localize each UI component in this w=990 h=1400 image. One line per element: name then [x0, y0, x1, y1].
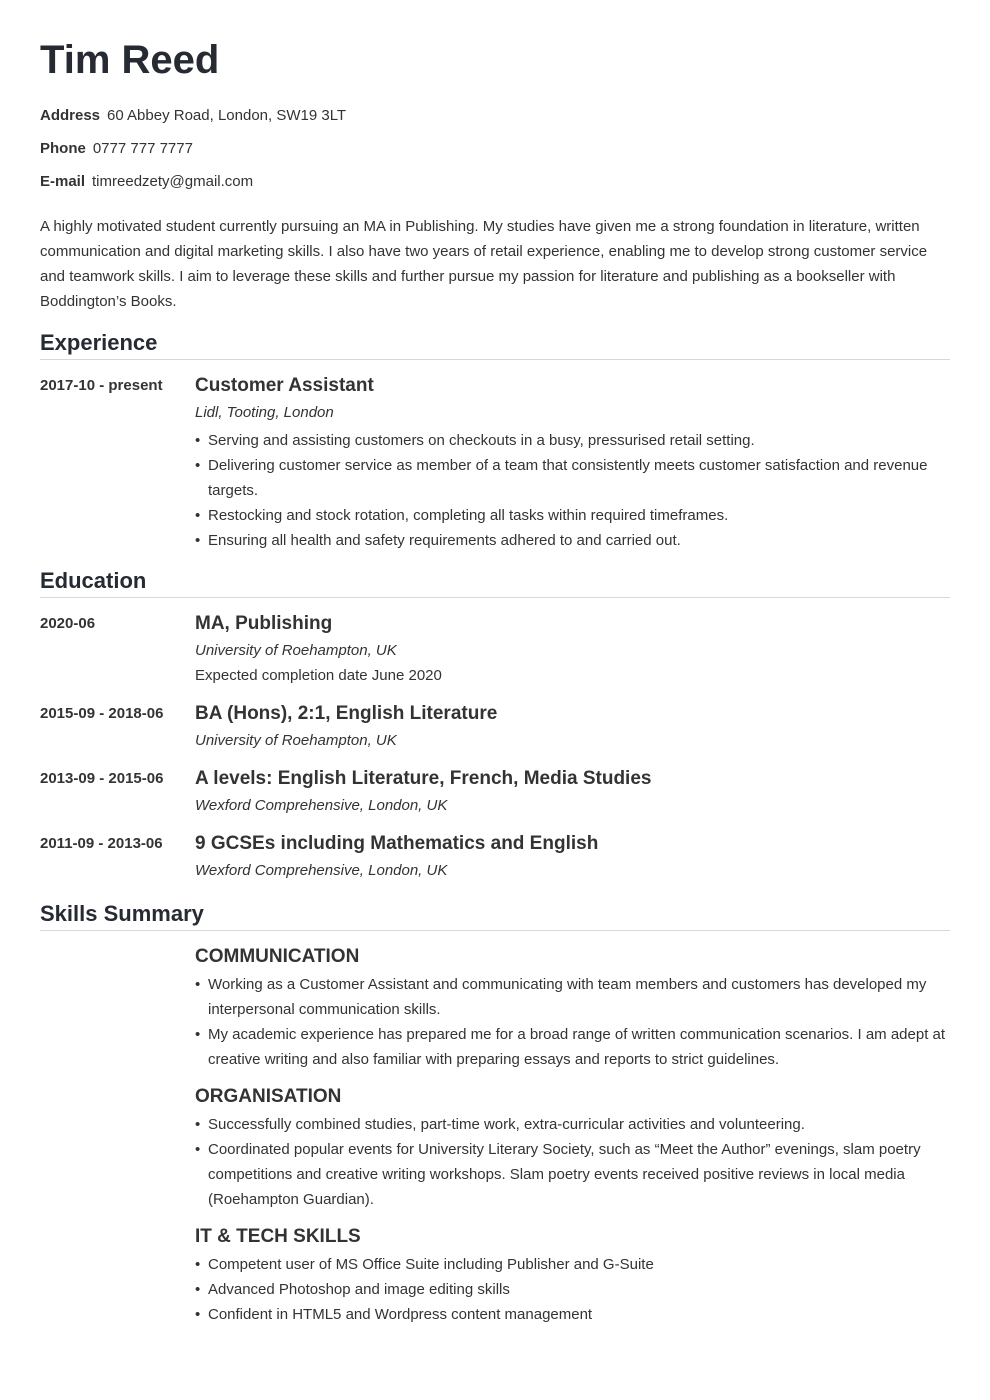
entry-date: 2020-06 [40, 615, 96, 632]
degree-title: 9 GCSEs including Mathematics and English [195, 833, 599, 854]
skill-group-title: ORGANISATION [195, 1086, 342, 1107]
entry-body [195, 832, 950, 886]
address-value: 60 Abbey Road, London, SW19 3LT [107, 107, 347, 124]
education-heading: Education [40, 567, 950, 598]
entry-body [195, 374, 950, 553]
skill-group-communication [195, 945, 950, 1072]
phone-label: Phone [40, 140, 86, 157]
list-item: • Confident in HTML5 and Wordpress content management [195, 1302, 950, 1327]
skills-heading: Skills Summary [40, 900, 950, 931]
email-label: E-mail [40, 173, 86, 190]
list-item: • Ensuring all health and safety requirements adhered to and carried out. [195, 528, 950, 553]
skill-group-title: COMMUNICATION [195, 946, 360, 967]
entry-body [195, 702, 950, 756]
list-item: • Advanced Photoshop and image editing skills [195, 1277, 950, 1302]
list-item: • Working as a Customer Assistant and communicating with team members and customers has developed my interpersonal communication skills. [195, 972, 950, 1022]
list-item: • Delivering customer service as member of a team that consistently meets customer satisfaction and revenue targets. [195, 453, 950, 503]
entry-date: 2013-09 - 2015-06 [40, 770, 164, 787]
completion-note: Expected completion date June 2020 [195, 667, 442, 684]
degree-title: A levels: English Literature, French, Media Studies [195, 768, 652, 789]
skill-list [195, 972, 950, 1072]
entry-body [195, 767, 950, 821]
duties-list [195, 428, 950, 553]
institution: University of Roehampton, UK [195, 732, 397, 749]
degree-title: BA (Hons), 2:1, English Literature [195, 703, 498, 724]
list-item: • Coordinated popular events for University Literary Society, such as “Meet the Author” evenings, slam poetry competitions and creative writing workshops. Slam poetry events received positive reviews in local media (Roehampton Guardian). [195, 1137, 950, 1212]
institution: Wexford Comprehensive, London, UK [195, 862, 448, 879]
institution: University of Roehampton, UK [195, 642, 397, 659]
employer: Lidl, Tooting, London [195, 404, 334, 421]
address-label: Address [40, 107, 101, 124]
skill-group-title: IT & TECH SKILLS [195, 1226, 361, 1247]
profile-summary: A highly motivated student currently pursuing an MA in Publishing. My studies have given me a strong foundation in literature, written communication and digital marketing skills. I also have two years of retail experience, enabling me to develop strong customer service and teamwork skills. I aim to leverage these skills and further pursue my passion for literature and publishing as a bookseller with Boddington’s Books. [40, 218, 928, 310]
entry-date: 2015-09 - 2018-06 [40, 705, 164, 722]
degree-title: MA, Publishing [195, 613, 333, 634]
institution: Wexford Comprehensive, London, UK [195, 797, 448, 814]
skill-list [195, 1112, 950, 1212]
entry-date: 2011-09 - 2013-06 [40, 835, 163, 852]
phone-value: 0777 777 7777 [92, 140, 193, 157]
contact-phone-row [40, 139, 193, 159]
list-item: • Competent user of MS Office Suite including Publisher and G-Suite [195, 1252, 950, 1277]
skill-group-organisation [195, 1085, 950, 1212]
list-item: • Serving and assisting customers on checkouts in a busy, pressurised retail setting. [195, 428, 950, 453]
skill-group-it-tech [195, 1225, 950, 1327]
list-item: • Successfully combined studies, part-time work, extra-curricular activities and volunteering. [195, 1112, 950, 1137]
entry-date: 2017-10 - present [40, 377, 163, 394]
candidate-name: Tim Reed [40, 38, 220, 82]
list-item: • My academic experience has prepared me for a broad range of written communication scenarios. I am adept at creative writing and also familiar with preparing essays and reports to strict guidelines. [195, 1022, 950, 1072]
skill-list [195, 1252, 950, 1327]
list-item: • Restocking and stock rotation, completing all tasks within required timeframes. [195, 503, 950, 528]
entry-body [195, 612, 950, 686]
email-value: timreedzety@gmail.com [92, 173, 254, 190]
contact-address-row [40, 106, 346, 126]
job-title: Customer Assistant [195, 375, 374, 396]
experience-heading: Experience [40, 329, 950, 360]
contact-email-row [40, 172, 253, 192]
